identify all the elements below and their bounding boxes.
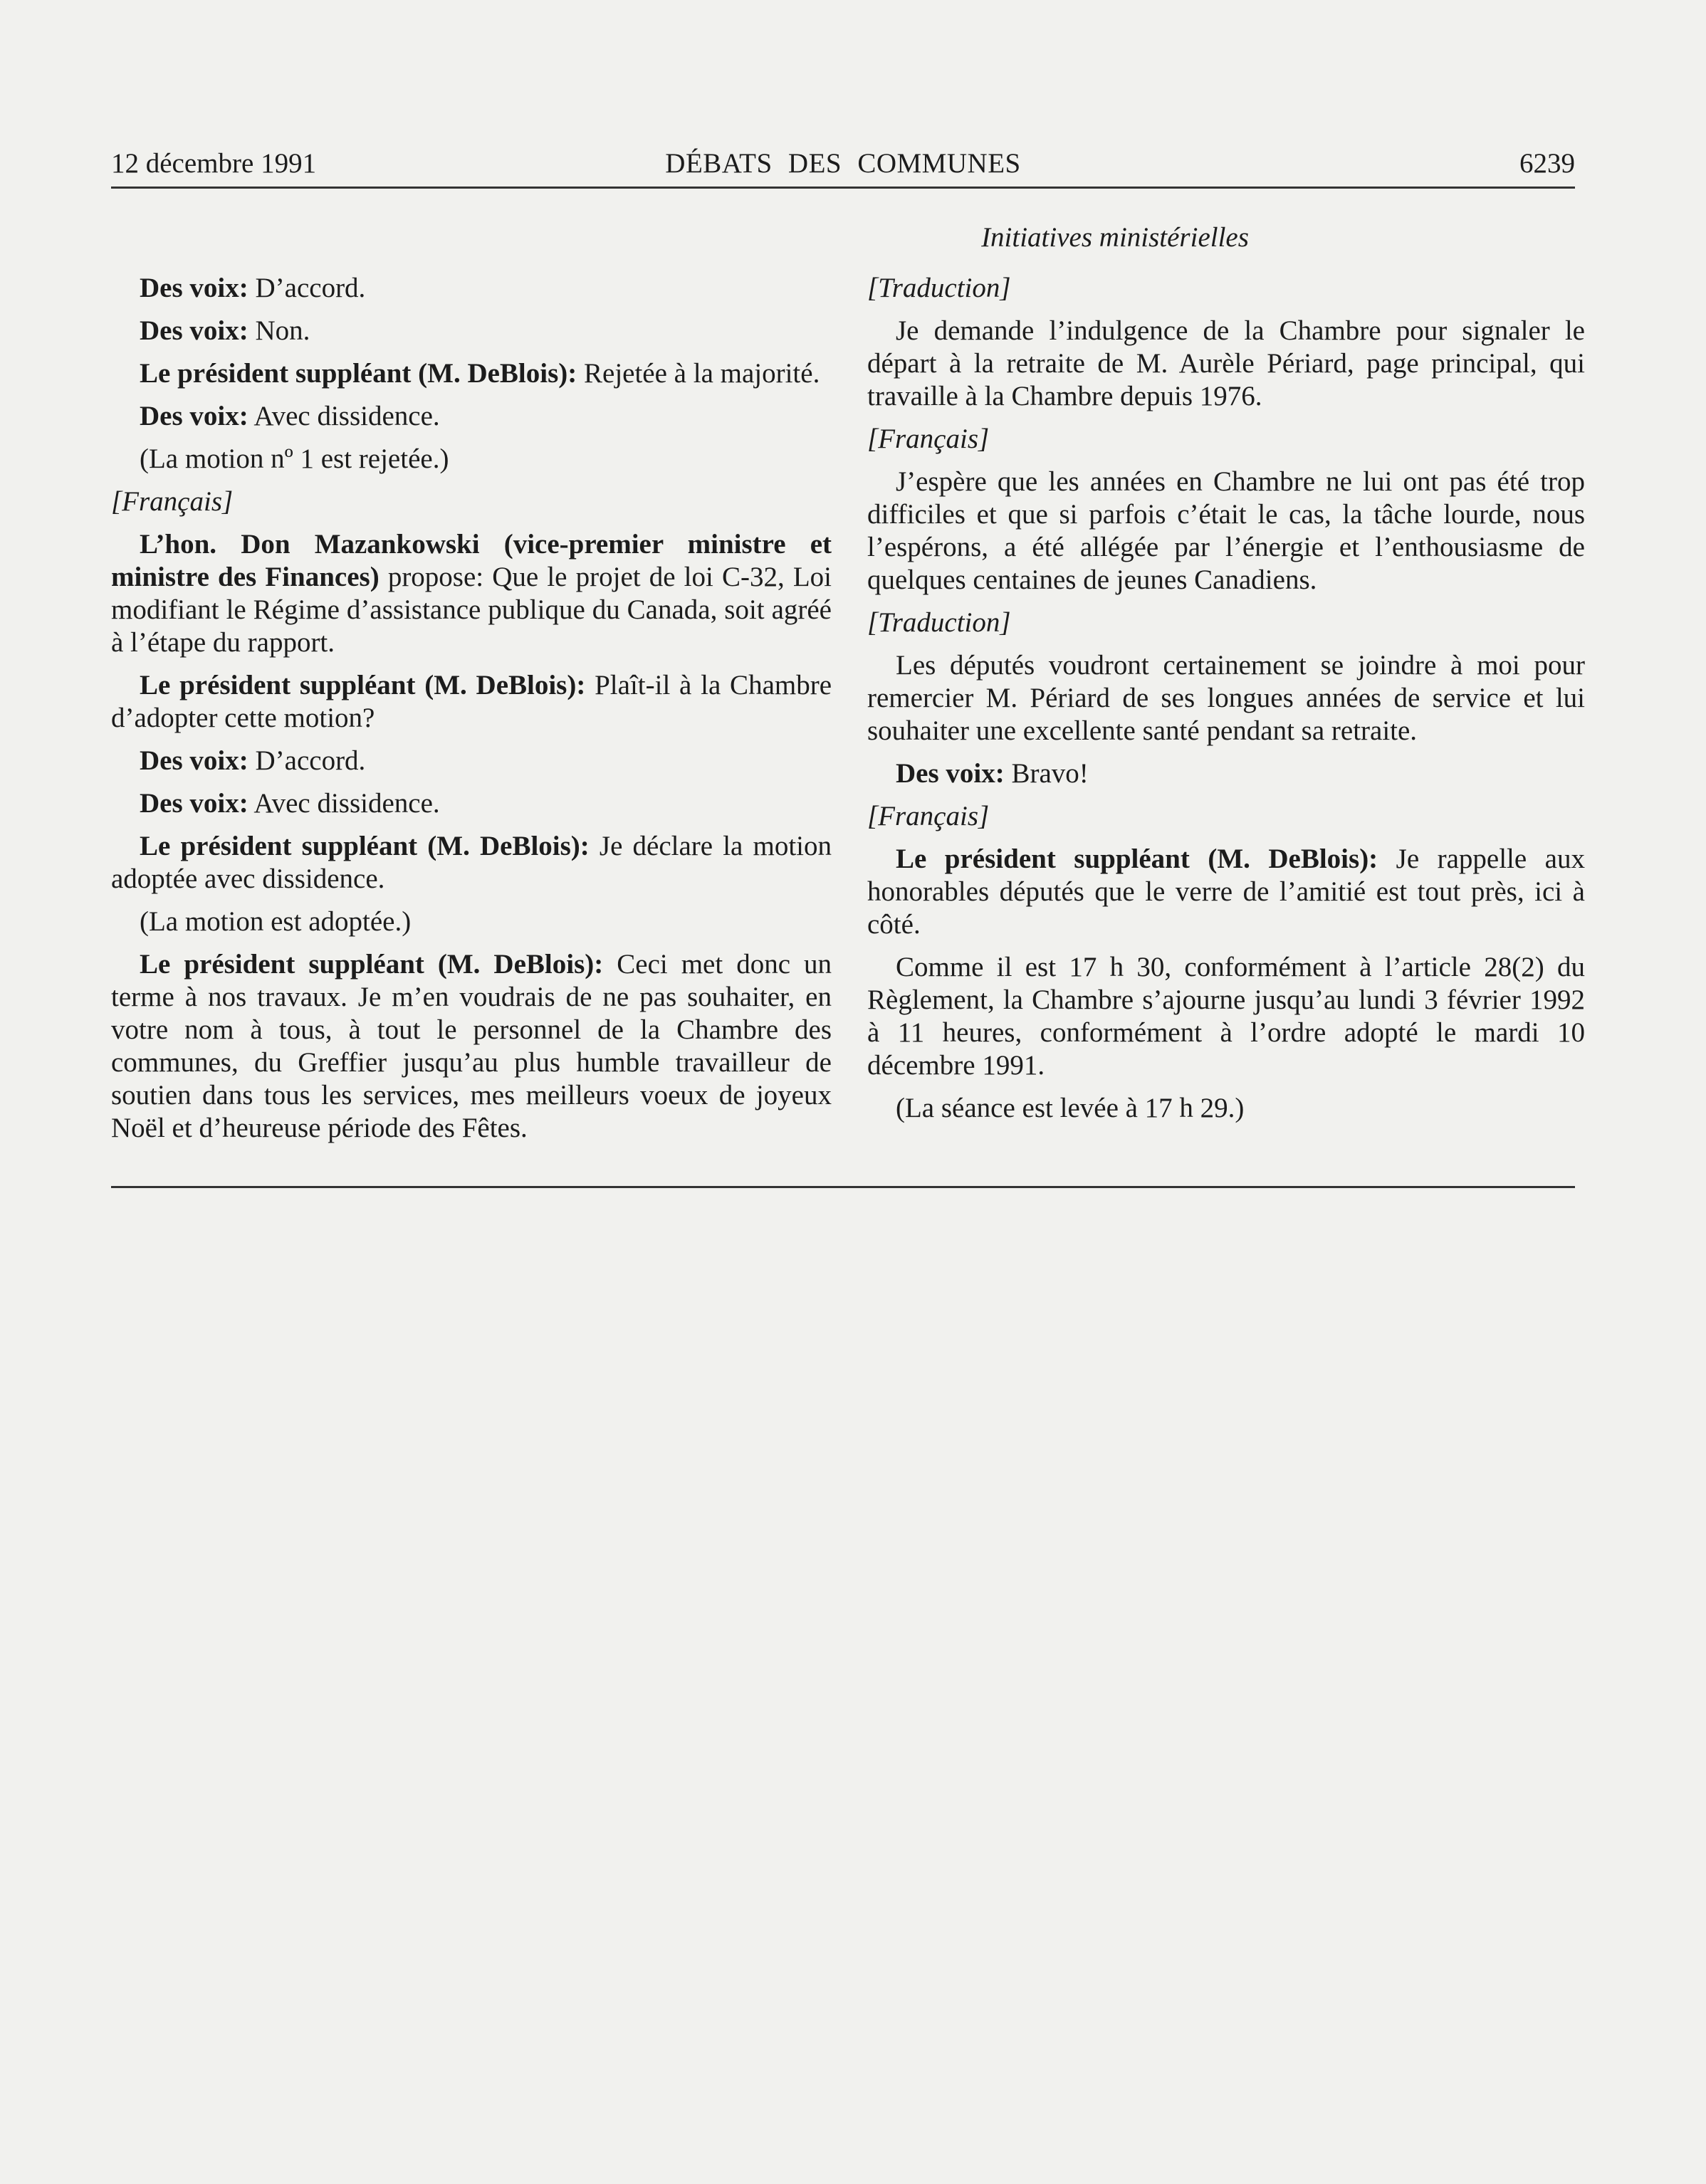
- speaker-name: Des voix:: [140, 745, 248, 776]
- speaker-name: Des voix:: [896, 758, 1005, 789]
- paragraph: [111, 830, 832, 896]
- speech-text: D’accord.: [248, 273, 366, 303]
- right-column: [867, 272, 1585, 1135]
- paragraph: Les députés voudront certainement se joindre à moi pour remercier M. Périard de ses longues années de service et lui souhaiter une excellente santé pendant sa retraite.: [867, 650, 1585, 746]
- speech-text: Avec dissidence.: [248, 788, 440, 819]
- speaker-name: Des voix:: [140, 315, 248, 346]
- header-date: 12 décembre 1991: [111, 148, 317, 179]
- speaker-name: Le président suppléant (M. DeBlois):: [140, 831, 590, 861]
- header-journal-title: DÉBATS DES COMMUNES: [665, 148, 1021, 179]
- procedural-note: (La motion nº 1 est rejetée.): [140, 443, 449, 474]
- paragraph: [111, 528, 832, 659]
- paragraph: [111, 745, 832, 777]
- speaker-name: L’hon. Don Mazankowski (vice-premier ministre et ministre des Finances): [111, 529, 832, 592]
- speech-text: Ceci met donc un terme à nos travaux. Je m’en voudrais de ne pas souhaiter, en votre nom à tous, à tout le personnel de la Chambre des communes, du Greffier jusqu’au plus humble travailleur de soutien dans tous les services, mes meilleurs voeux de joyeux Noël et d’heureuse période des Fêtes.: [111, 949, 832, 1143]
- language-rubric: [Français]: [867, 424, 990, 454]
- speech-text: D’accord.: [248, 745, 366, 776]
- speaker-name: Le président suppléant (M. DeBlois):: [140, 358, 577, 389]
- speaker-name: Des voix:: [140, 401, 248, 431]
- speech-text: Rejetée à la majorité.: [577, 358, 820, 389]
- paragraph: [111, 669, 832, 735]
- left-column: [111, 272, 832, 1155]
- speech-text: Avec dissidence.: [248, 401, 440, 431]
- procedural-note: (La séance est levée à 17 h 29.): [896, 1093, 1245, 1123]
- paragraph: [111, 948, 832, 1145]
- speaker-name: Le président suppléant (M. DeBlois):: [896, 844, 1378, 874]
- paragraph: [111, 357, 832, 390]
- speech-text: Plaît-il à la Chambre d’adopter cette motion?: [111, 670, 832, 733]
- language-rubric: [Français]: [867, 801, 990, 831]
- running-head: [111, 142, 1575, 185]
- speech-text: Je rappelle aux honorables députés que le verre de l’amitié est tout près, ici à côté.: [867, 844, 1585, 940]
- speaker-name: Des voix:: [140, 788, 248, 819]
- paragraph: [111, 315, 832, 347]
- paragraph: [867, 843, 1585, 941]
- header-page-number: 6239: [1519, 148, 1575, 179]
- speech-text: Bravo!: [1004, 758, 1089, 789]
- speaker-name: Le président suppléant (M. DeBlois):: [140, 670, 586, 700]
- paragraph: [111, 400, 832, 433]
- header-rule: [111, 187, 1575, 189]
- paragraph: [867, 757, 1585, 790]
- section-heading: Initiatives ministérielles: [981, 222, 1249, 253]
- speech-text: propose: Que le projet de loi C-32, Loi modifiant le Régime d’assistance publique du Canada, soit agréé à l’étape du rapport.: [111, 562, 832, 658]
- language-rubric: [Traduction]: [867, 607, 1011, 638]
- speaker-name: Des voix:: [140, 273, 248, 303]
- procedural-note: (La motion est adoptée.): [140, 906, 412, 937]
- paragraph: [111, 787, 832, 820]
- speaker-name: Le président suppléant (M. DeBlois):: [140, 949, 604, 980]
- paragraph: J’espère que les années en Chambre ne lui ont pas été trop difficiles et que si parfois c’était le cas, la tâche lourde, nous l’espérons, a été allégée par l’énergie et l’enthousiasme de quelques centaines de jeunes Canadiens.: [867, 466, 1585, 595]
- language-rubric: [Français]: [111, 486, 234, 517]
- paragraph: Comme il est 17 h 30, conformément à l’article 28(2) du Règlement, la Chambre s’ajourne jusqu’au lundi 3 février 1992 à 11 heures, conformément à l’ordre adopté le mardi 10 décembre 1991.: [867, 952, 1585, 1081]
- paragraph: Je demande l’indulgence de la Chambre pour signaler le départ à la retraite de M. Aurèle Périard, page principal, qui travaille à la Chambre depuis 1976.: [867, 315, 1585, 411]
- paragraph: [111, 272, 832, 305]
- speech-text: Non.: [248, 315, 310, 346]
- language-rubric: [Traduction]: [867, 273, 1011, 303]
- speech-text: Je déclare la motion adoptée avec dissidence.: [111, 831, 832, 894]
- closing-rule: [111, 1186, 1575, 1188]
